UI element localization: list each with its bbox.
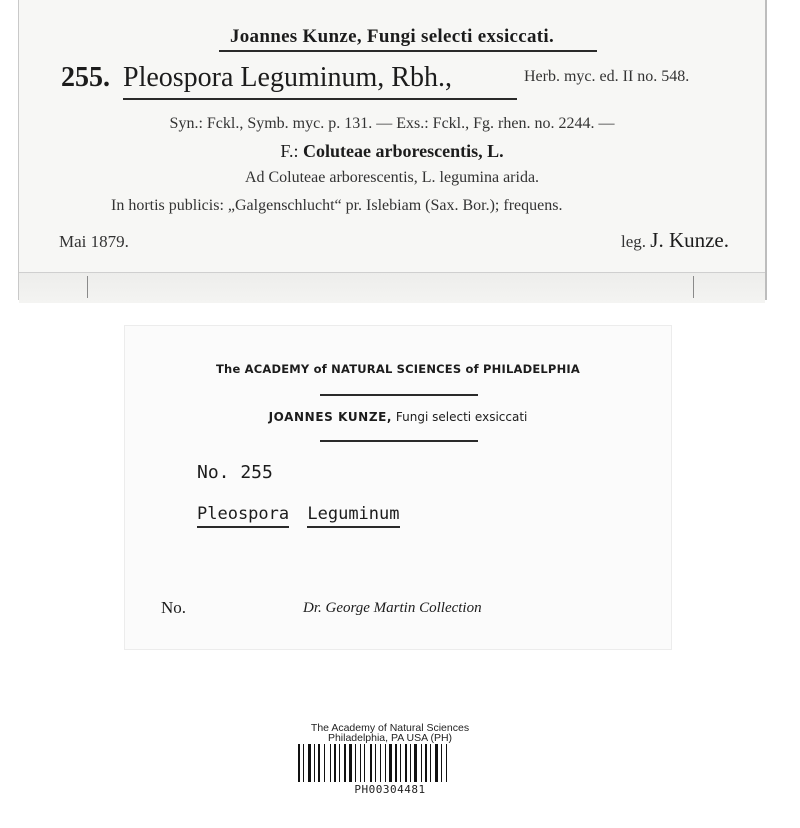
barcode-bar	[330, 744, 331, 782]
barcode	[298, 744, 484, 782]
series-line	[125, 410, 671, 424]
barcode-bar	[441, 744, 442, 782]
forma-prefix: F.:	[280, 141, 299, 161]
strip-mark	[87, 276, 88, 298]
epithet: Leguminum	[307, 504, 399, 528]
series-name: JOANNES KUNZE,	[268, 410, 393, 424]
forma-name: Coluteae arborescentis, L.	[302, 141, 504, 161]
barcode-bar	[298, 744, 300, 782]
barcode-bar	[375, 744, 376, 782]
barcode-bar	[389, 744, 392, 782]
substrate-line: Ad Coluteae arborescentis, L. legumina arida.	[244, 169, 540, 186]
barcode-bar	[414, 744, 417, 782]
collection-name: Dr. George Martin Collection	[303, 600, 482, 616]
barcode-bar	[410, 744, 411, 782]
barcode-bar	[395, 744, 397, 782]
synonymy-line: Syn.: Fckl., Symb. myc. p. 131. — Exs.: Fckl., Fg. rhen. no. 2244. —	[169, 115, 615, 132]
institution-name: The ACADEMY of NATURAL SCIENCES of PHILADELPHIA	[216, 362, 580, 376]
leg-prefix: leg.	[620, 232, 647, 251]
no-label: No.	[161, 598, 187, 617]
number-line: No. 255	[197, 462, 273, 483]
barcode-bar	[339, 744, 340, 782]
barcode-bar	[425, 744, 427, 782]
barcode-bar	[380, 744, 381, 782]
academy-label	[124, 325, 672, 650]
barcode-bar	[385, 744, 386, 782]
barcode-bar	[349, 744, 352, 782]
exsiccata-label	[18, 0, 767, 300]
barcode-location: Philadelphia, PA USA (PH)	[327, 732, 453, 744]
barcode-bar	[318, 744, 320, 782]
collector-name: J. Kunze.	[650, 228, 729, 252]
barcode-bar	[421, 744, 422, 782]
barcode-bar	[360, 744, 361, 782]
barcode-number: PH00304481	[354, 783, 426, 796]
barcode-bar	[324, 744, 325, 782]
barcode-bar	[400, 744, 401, 782]
forma-line	[19, 141, 765, 162]
barcode-bar	[435, 744, 438, 782]
barcode-bar	[370, 744, 372, 782]
locality-line: In hortis publicis: „Galgenschlucht“ pr. Islebiam (Sax. Bor.); frequens.	[111, 197, 563, 214]
divider	[320, 440, 478, 442]
barcode-bar	[355, 744, 356, 782]
species-underline	[123, 98, 517, 100]
barcode-bar	[303, 744, 304, 782]
barcode-bar	[405, 744, 407, 782]
barcode-bar	[430, 744, 431, 782]
barcode-bar	[344, 744, 346, 782]
series-header: Joannes Kunze, Fungi selecti exsiccati.	[229, 26, 555, 47]
herbarium-reference: Herb. myc. ed. II no. 548.	[524, 68, 690, 85]
barcode-bar	[364, 744, 365, 782]
barcode-institution: The Academy of Natural Sciences	[310, 722, 470, 734]
species-line	[197, 504, 400, 528]
series-title: Fungi selecti exsiccati	[395, 410, 528, 424]
specimen-number: 255.	[61, 62, 110, 93]
header-underline	[219, 50, 597, 52]
barcode-bar	[308, 744, 311, 782]
barcode-bar	[314, 744, 315, 782]
genus: Pleospora	[197, 504, 289, 528]
strip-mark	[693, 276, 694, 298]
collection-date: Mai 1879.	[59, 232, 129, 251]
barcode-bar	[334, 744, 336, 782]
divider	[320, 394, 478, 396]
collector-line	[621, 228, 729, 253]
barcode-bar	[446, 744, 447, 782]
label-bottom-strip	[19, 272, 765, 303]
species-name: Pleospora Leguminum, Rbh.,	[123, 62, 452, 93]
